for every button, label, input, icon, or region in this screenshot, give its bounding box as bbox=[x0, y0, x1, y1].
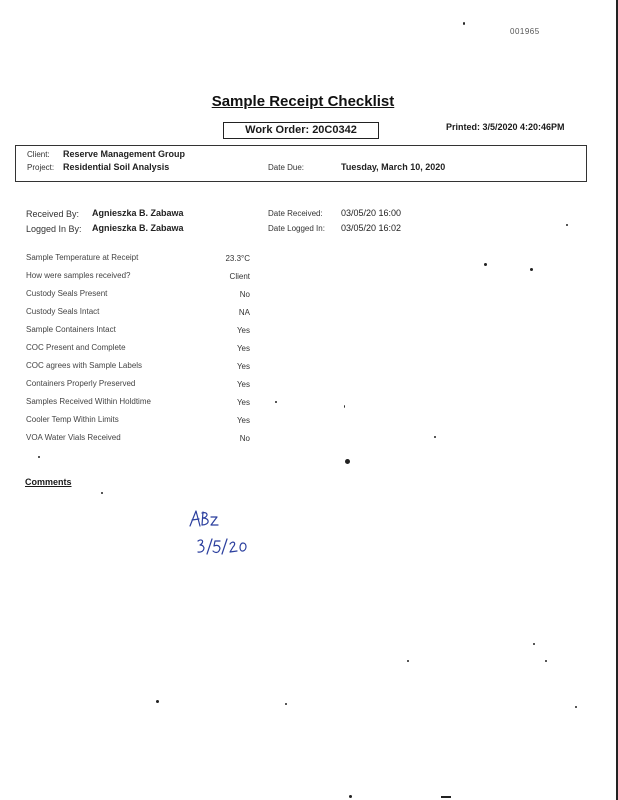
checklist-label: Samples Received Within Holdtime bbox=[26, 397, 151, 406]
scan-speck bbox=[345, 459, 350, 464]
date-received-value: 03/05/20 16:00 bbox=[341, 208, 402, 218]
checklist-label: COC Present and Complete bbox=[26, 343, 126, 352]
checklist-value: Yes bbox=[236, 326, 250, 335]
date-logged-label: Date Logged In: bbox=[268, 224, 325, 233]
checklist-label: COC agrees with Sample Labels bbox=[26, 361, 143, 370]
date-due-value: Tuesday, March 10, 2020 bbox=[341, 162, 446, 172]
checklist-value: Yes bbox=[236, 416, 250, 425]
scan-speck bbox=[441, 796, 451, 798]
checklist-value: No bbox=[239, 434, 250, 443]
received-by-label: Received By: bbox=[26, 209, 80, 219]
checklist-label: Cooler Temp Within Limits bbox=[26, 415, 119, 424]
checklist-value: Yes bbox=[236, 380, 250, 389]
checklist-label: Sample Temperature at Receipt bbox=[26, 253, 139, 262]
scan-speck bbox=[38, 456, 40, 458]
checklist-label: Custody Seals Intact bbox=[26, 307, 100, 316]
client-value: Reserve Management Group bbox=[63, 149, 186, 159]
scan-speck bbox=[285, 703, 287, 705]
scan-speck bbox=[344, 405, 345, 408]
scan-speck bbox=[533, 643, 535, 645]
checklist-value: NA bbox=[238, 308, 250, 317]
page-title: Sample Receipt Checklist bbox=[211, 93, 395, 110]
checklist-value: No bbox=[239, 290, 250, 299]
handwritten-initials-signature bbox=[186, 508, 256, 568]
client-label: Client: bbox=[27, 150, 50, 159]
date-due-label: Date Due: bbox=[268, 163, 305, 172]
scan-speck bbox=[434, 436, 436, 438]
checklist-label: Custody Seals Present bbox=[26, 289, 108, 298]
scan-speck bbox=[530, 268, 533, 271]
scan-speck bbox=[566, 224, 568, 226]
date-received-label: Date Received: bbox=[268, 209, 323, 218]
scan-speck bbox=[101, 492, 103, 494]
scan-speck bbox=[275, 401, 277, 403]
checklist-value: Client bbox=[229, 272, 250, 281]
scan-speck bbox=[349, 795, 352, 798]
checklist-value: Yes bbox=[236, 362, 250, 371]
checklist-value: 23.3°C bbox=[225, 254, 250, 263]
checklist-label: Sample Containers Intact bbox=[26, 325, 116, 334]
project-value: Residential Soil Analysis bbox=[63, 162, 170, 172]
work-order-box: Work Order: 20C0342 bbox=[223, 122, 379, 139]
scan-speck bbox=[545, 660, 547, 662]
logged-by-label: Logged In By: bbox=[26, 224, 82, 234]
scan-speck bbox=[156, 700, 159, 703]
received-by-value: Agnieszka B. Zabawa bbox=[92, 208, 184, 218]
project-label: Project: bbox=[27, 163, 55, 172]
checklist-value: Yes bbox=[236, 344, 250, 353]
printed-timestamp: Printed: 3/5/2020 4:20:46PM bbox=[446, 122, 565, 132]
date-logged-value: 03/05/20 16:02 bbox=[341, 223, 402, 233]
scan-speck bbox=[407, 660, 409, 662]
scan-speck bbox=[484, 263, 487, 266]
page-number: 001965 bbox=[510, 27, 540, 36]
scan-speck bbox=[463, 22, 465, 25]
checklist-label: How were samples received? bbox=[26, 271, 131, 280]
scan-speck bbox=[575, 706, 577, 708]
checklist-label: Containers Properly Preserved bbox=[26, 379, 136, 388]
logged-by-value: Agnieszka B. Zabawa bbox=[92, 223, 184, 233]
comments-heading: Comments bbox=[25, 477, 72, 487]
checklist-label: VOA Water Vials Received bbox=[26, 433, 121, 442]
checklist-value: Yes bbox=[236, 398, 250, 407]
